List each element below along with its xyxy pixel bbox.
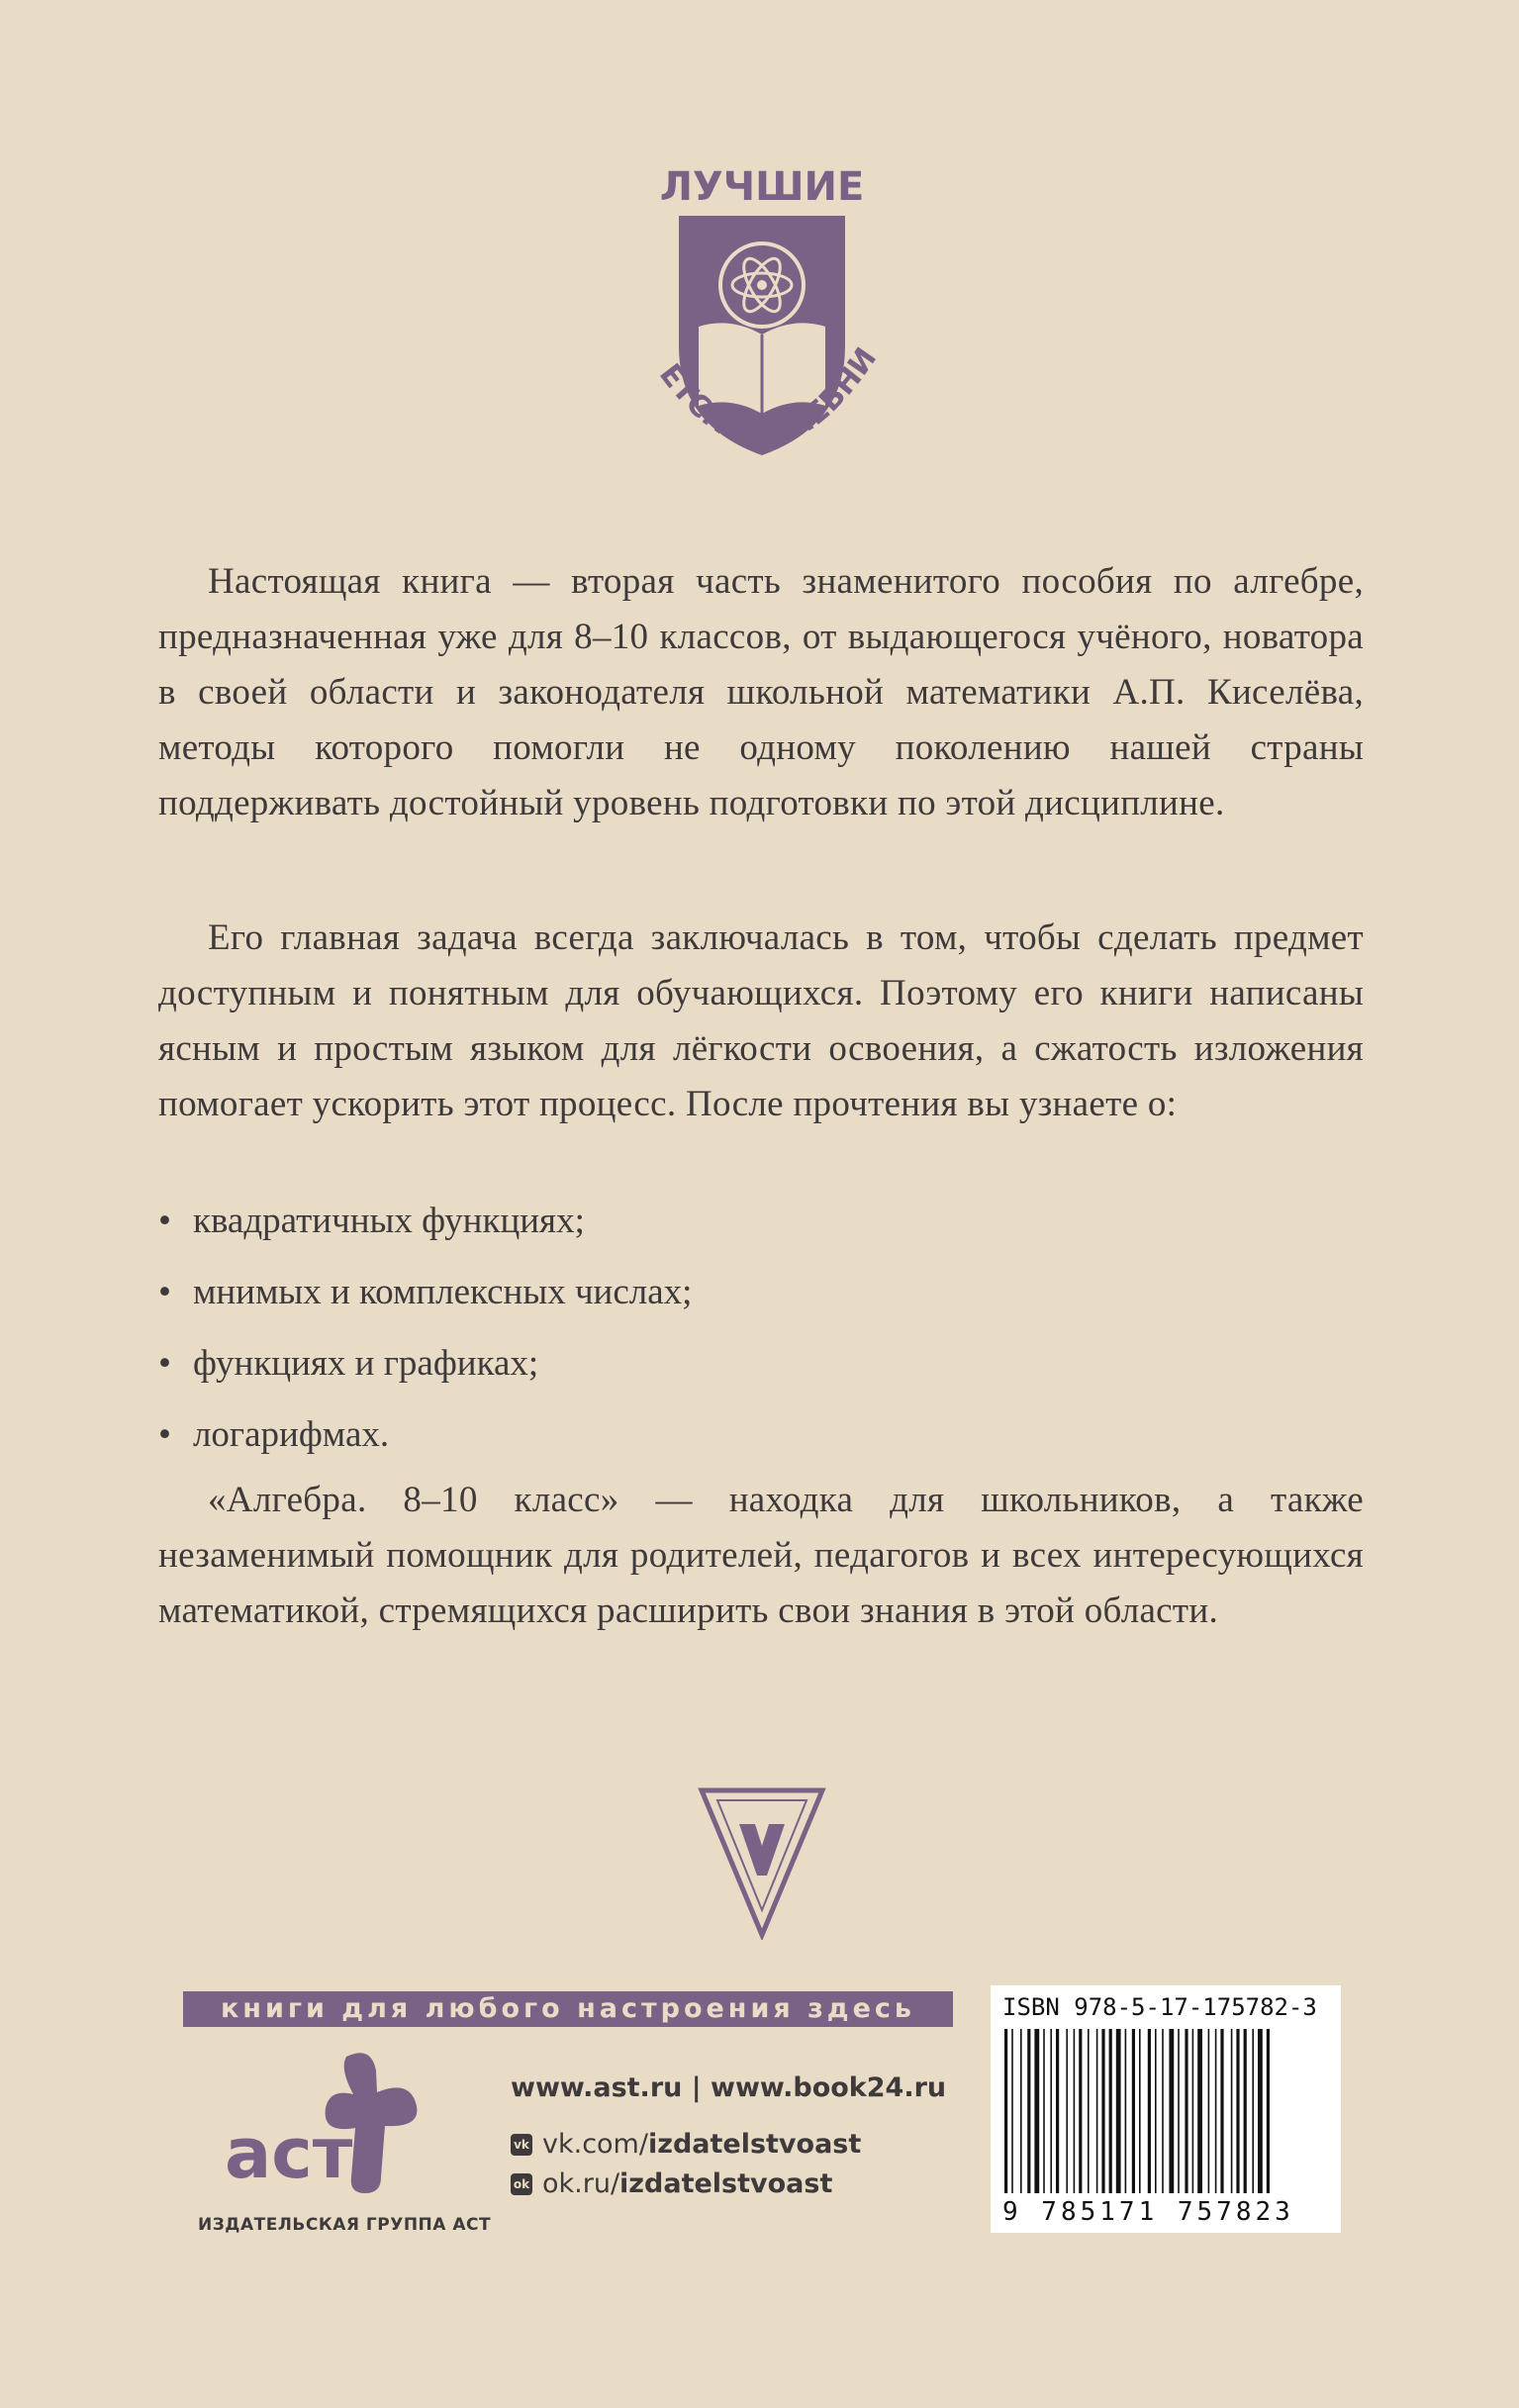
barcode-bar [1088, 2029, 1090, 2193]
website-links[interactable]: www.ast.ru | www.book24.ru [511, 2072, 947, 2103]
list-item: • квадратичных функциях; [158, 1186, 692, 1257]
barcode-bar [1109, 2029, 1112, 2193]
barcode-bar [1116, 2029, 1121, 2193]
barcode-bar [1132, 2029, 1135, 2193]
barcode-bar [1074, 2029, 1076, 2193]
series-emblem [614, 158, 910, 495]
barcode-bar [1215, 2029, 1217, 2193]
emblem-top-text: ЛУЧШИЕ [659, 164, 865, 210]
barcode-bar [1148, 2029, 1151, 2193]
barcode-bar [1192, 2029, 1194, 2193]
emblem-bottom-text: ЕТСКИЕ УЧЕБНИ [651, 341, 885, 454]
barcode-bar [1208, 2029, 1210, 2193]
barcode-bar [1236, 2029, 1239, 2193]
ok-icon: ok [511, 2173, 532, 2195]
v-mark-icon [698, 1786, 826, 1940]
ast-logo [223, 2049, 430, 2197]
barcode-bar [1079, 2029, 1082, 2193]
barcode-bar [1258, 2029, 1263, 2193]
publisher-links [511, 2072, 946, 2204]
isbn-digits: 9 785171 757823 [1002, 2197, 1294, 2227]
barcode-bar [1027, 2029, 1030, 2193]
isbn-barcode [991, 1985, 1341, 2233]
barcode-bar [1244, 2029, 1247, 2193]
slogan-banner: книги для любого настроения здесь [183, 1991, 953, 2027]
barcode-bar [1101, 2029, 1104, 2193]
barcode-bar [1197, 2029, 1202, 2193]
barcode-bar [1185, 2029, 1187, 2193]
barcode-bar [1139, 2029, 1141, 2193]
publisher-caption: ИЗДАТЕЛЬСКАЯ ГРУППА АСТ [198, 2215, 492, 2235]
barcode-bar [1066, 2029, 1068, 2193]
vk-link[interactable]: vk vk.com/ izdatelstvoast [511, 2125, 946, 2165]
description-paragraph-2: Его главная задача всегда заключалась в том, чтобы сделать предмет доступным и понятным для обучающихся. Поэтому его книги написаны ясным и простым языком для лёгкости освоения, а сжатость изложения помогает ускорить этот процесс. После прочтения вы узнаете о: [158, 917, 1364, 1124]
barcode-bar [1178, 2029, 1180, 2193]
vk-icon: vk [511, 2134, 532, 2156]
ast-logo-text: аст [225, 2113, 353, 2194]
barcode-bar [1050, 2029, 1052, 2193]
topics-list [158, 1186, 692, 1471]
ok-link[interactable]: ok ok.ru/ izdatelstvoast [511, 2165, 946, 2204]
list-item: • мнимых и комплексных числах; [158, 1257, 692, 1328]
barcode-bar [1056, 2029, 1059, 2193]
barcode-bar [1020, 2029, 1022, 2193]
barcode-bars [1002, 2029, 1329, 2193]
list-item: • функциях и графиках; [158, 1328, 692, 1399]
barcode-bar [1169, 2029, 1174, 2193]
barcode-bar [1267, 2029, 1270, 2193]
description-paragraph-1: Настоящая книга — вторая часть знаменитого пособия по алгебре, предназначенная уже для 8–10 классов, от выдающегося учёного, новатора в своей области и законодателя школьной математики А.П. Киселёва, методы которого помогли не одному поколению нашей страны поддерживать достойный уровень подготовки по этой дисциплине. [158, 561, 1364, 823]
barcode-bar [1220, 2029, 1223, 2193]
description-paragraph-3: «Алгебра. 8–10 класс» — находка для школьников, а также незаменимый помощник для родителей, педагогов и всех интересующихся математикой, стремящихся расширить свои знания в этой области. [158, 1480, 1364, 1631]
barcode-bar [1004, 2029, 1007, 2193]
barcode-bar [1096, 2029, 1098, 2193]
barcode-bar [1125, 2029, 1127, 2193]
barcode-bar [1252, 2029, 1254, 2193]
isbn-label: ISBN 978-5-17-175782-3 [1002, 1993, 1317, 2021]
barcode-bar [1155, 2029, 1157, 2193]
barcode-bar [1034, 2029, 1039, 2193]
barcode-bar [1162, 2029, 1164, 2193]
barcode-bar [1231, 2029, 1233, 2193]
list-item: • логарифмах. [158, 1399, 692, 1471]
barcode-bar [1011, 2029, 1013, 2193]
barcode-bar [1043, 2029, 1045, 2193]
